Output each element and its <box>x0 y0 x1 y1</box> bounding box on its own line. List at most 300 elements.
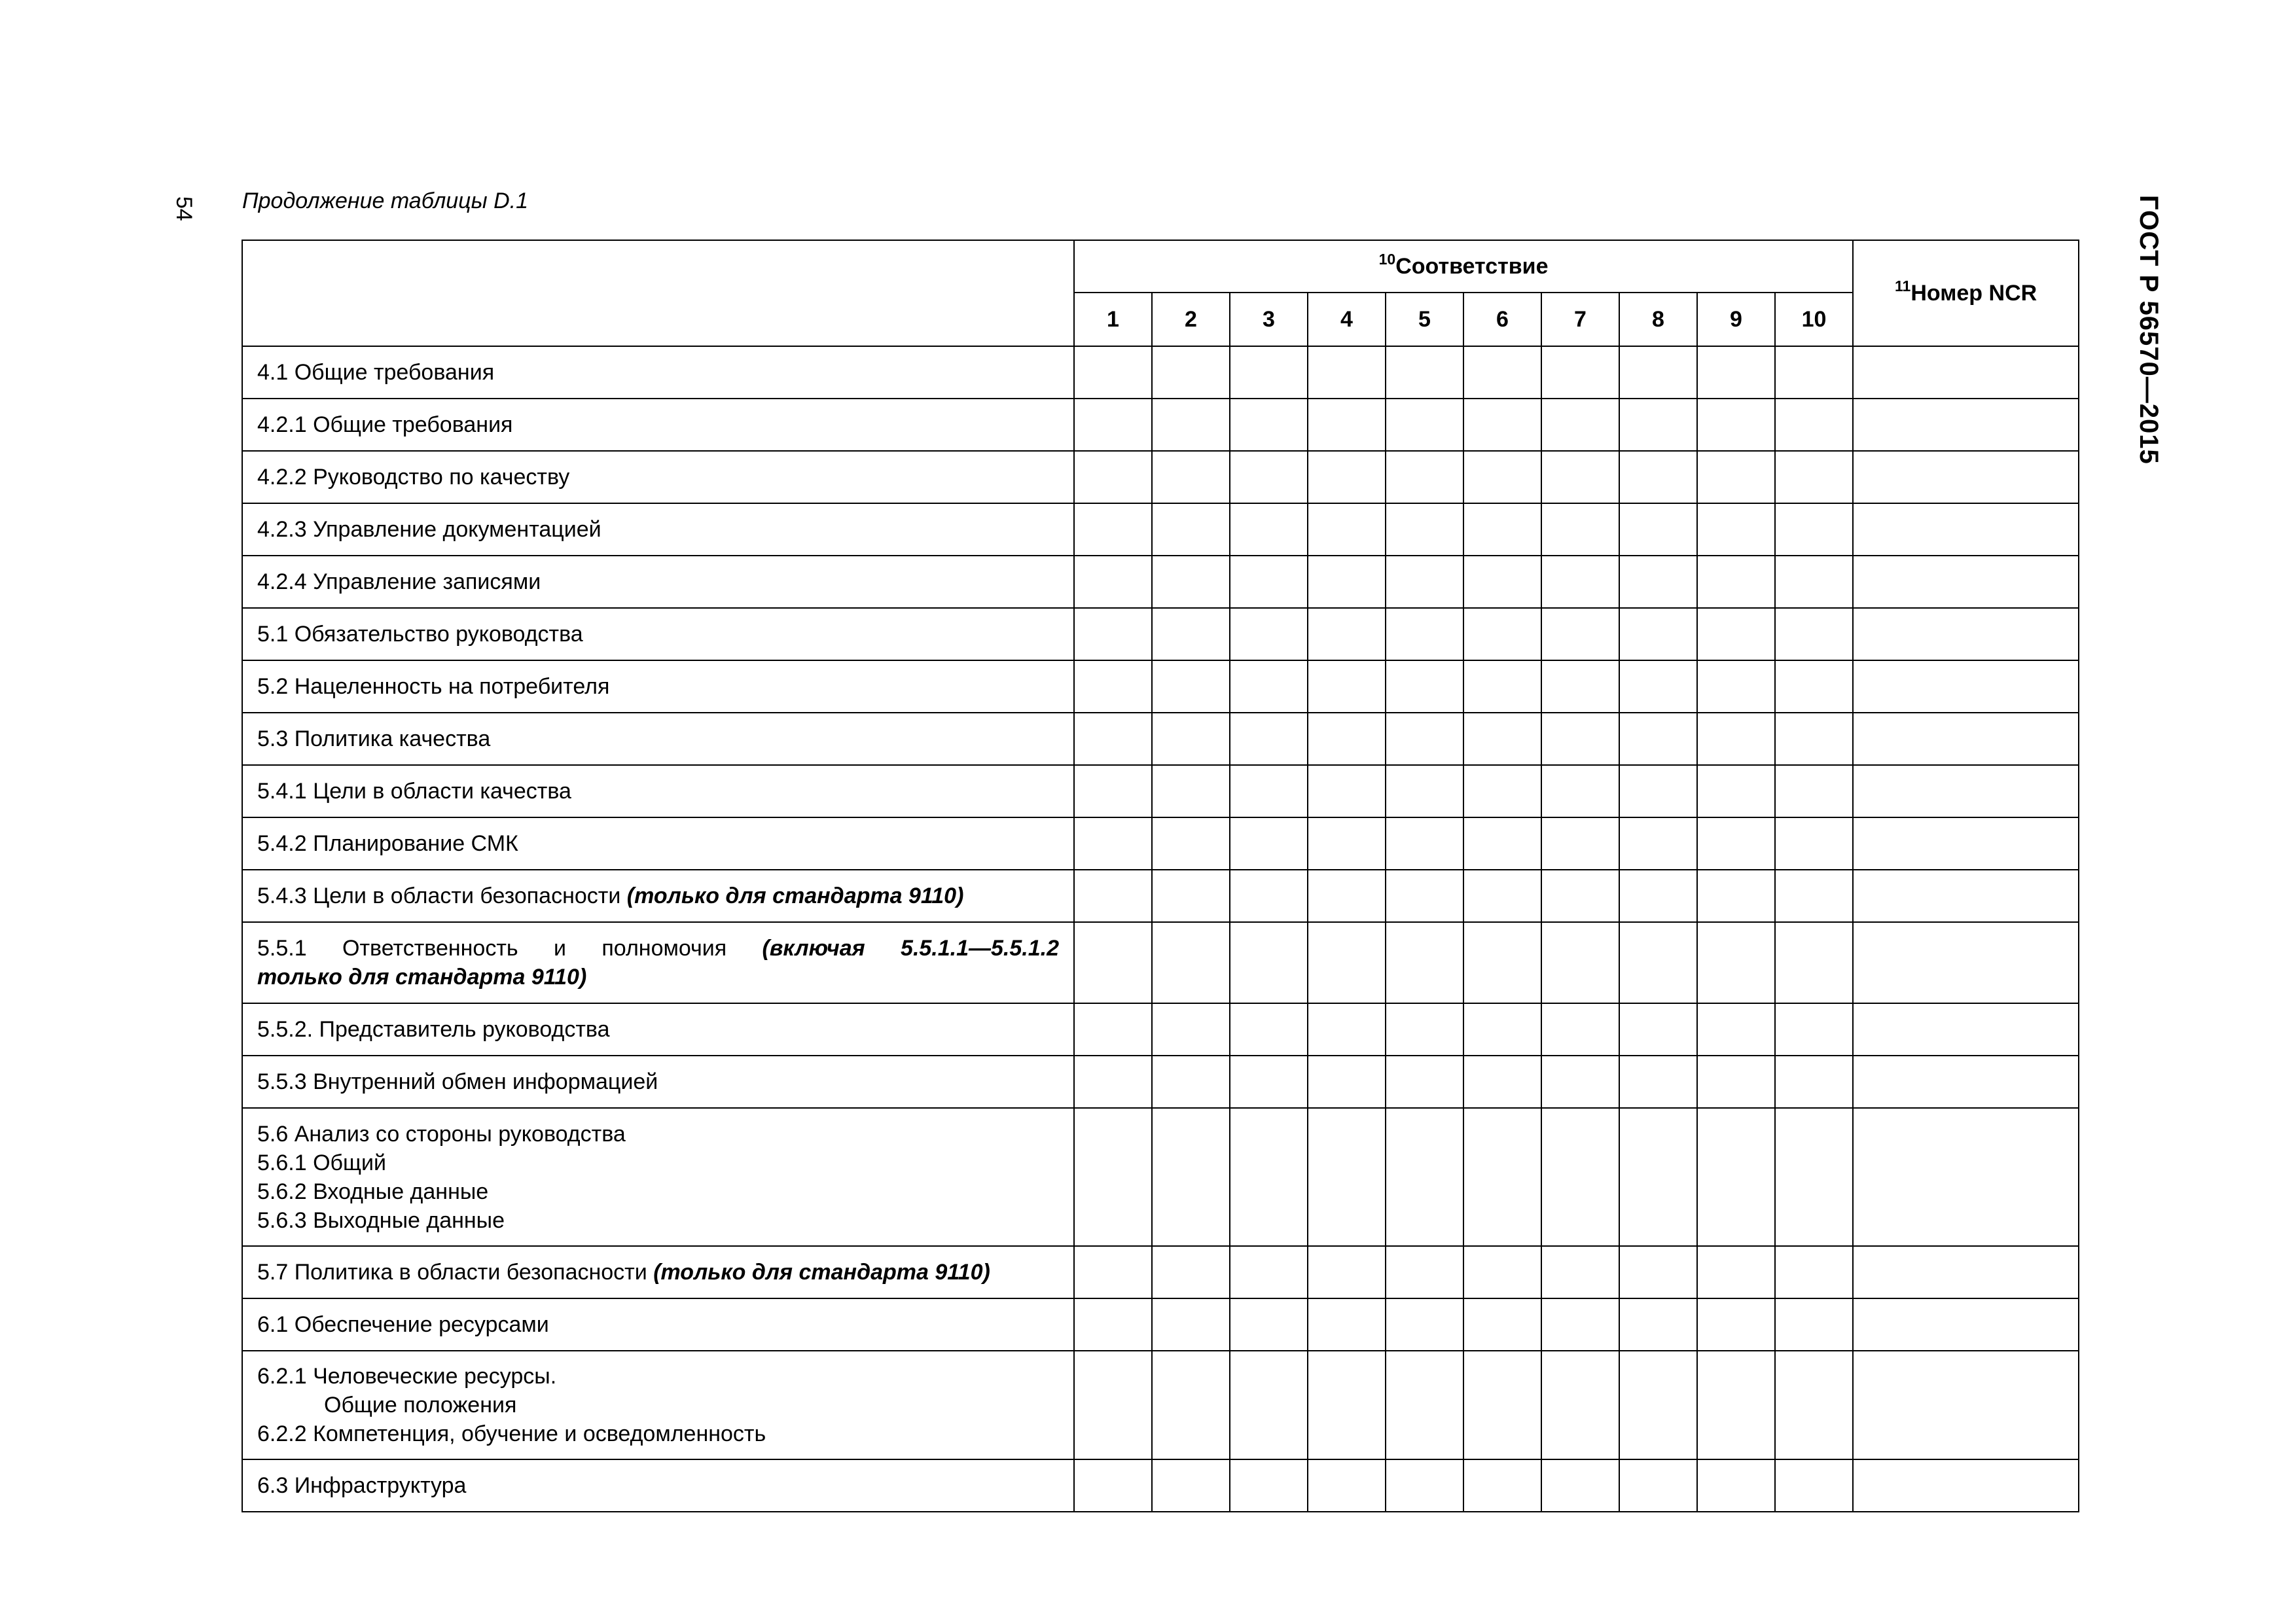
requirement-text: 5.5.2. Представитель руководства <box>257 1017 610 1042</box>
compliance-cell <box>1152 1108 1230 1246</box>
compliance-cell <box>1463 503 1541 556</box>
table-row <box>242 1351 2079 1459</box>
requirement-header-blank <box>242 240 1074 346</box>
requirement-text: 6.2.2 Компетенция, обучение и осведомленность <box>257 1421 766 1446</box>
requirement-cell <box>242 922 1074 1003</box>
compliance-cell <box>1541 399 1619 451</box>
compliance-cell <box>1775 1298 1853 1351</box>
table-row <box>242 713 2079 765</box>
compliance-cell <box>1541 451 1619 503</box>
compliance-cell <box>1463 922 1541 1003</box>
table-row <box>242 451 2079 503</box>
compliance-group-header <box>1074 240 1853 293</box>
compliance-cell <box>1308 1351 1386 1459</box>
compliance-cell <box>1152 1459 1230 1512</box>
compliance-cell <box>1619 1246 1697 1298</box>
compliance-cell <box>1074 556 1152 608</box>
compliance-cell <box>1541 870 1619 922</box>
compliance-cell <box>1463 608 1541 660</box>
compliance-cell <box>1619 556 1697 608</box>
compliance-cell <box>1074 1459 1152 1512</box>
compliance-cell <box>1619 660 1697 713</box>
compliance-cell <box>1074 608 1152 660</box>
table-row <box>242 503 2079 556</box>
compliance-column-header: 9 <box>1697 293 1775 346</box>
compliance-cell <box>1463 556 1541 608</box>
requirement-emphasis: (только для стандарта 9110) <box>653 1260 990 1285</box>
table-row <box>242 608 2079 660</box>
requirement-cell <box>242 660 1074 713</box>
compliance-cell <box>1775 399 1853 451</box>
requirement-line <box>257 1471 1059 1500</box>
compliance-cell <box>1619 503 1697 556</box>
compliance-cell <box>1541 765 1619 817</box>
compliance-cell <box>1386 1003 1463 1056</box>
compliance-cell <box>1386 1459 1463 1512</box>
requirement-line <box>257 1362 1059 1391</box>
requirement-line <box>257 1015 1059 1044</box>
compliance-cell <box>1386 1056 1463 1108</box>
requirement-line <box>257 620 1059 649</box>
compliance-cell <box>1230 399 1308 451</box>
compliance-cell <box>1152 1351 1230 1459</box>
compliance-cell <box>1308 870 1386 922</box>
requirement-line <box>257 777 1059 806</box>
requirement-text: 6.2.1 Человеческие ресурсы. <box>257 1364 557 1389</box>
compliance-cell <box>1308 922 1386 1003</box>
table-row <box>242 765 2079 817</box>
table-row <box>242 1056 2079 1108</box>
compliance-cell <box>1230 1246 1308 1298</box>
compliance-cell <box>1619 346 1697 399</box>
table-row <box>242 1298 2079 1351</box>
compliance-cell <box>1074 1298 1152 1351</box>
compliance-cell <box>1463 870 1541 922</box>
ncr-cell <box>1853 399 2079 451</box>
compliance-cell <box>1619 1298 1697 1351</box>
compliance-cell <box>1697 1108 1775 1246</box>
ncr-header-label: Номер NCR <box>1910 280 2037 306</box>
requirement-text: 5.2 Нацеленность на потребителя <box>257 674 610 699</box>
ncr-cell <box>1853 817 2079 870</box>
requirement-cell <box>242 1351 1074 1459</box>
compliance-column-header: 7 <box>1541 293 1619 346</box>
compliance-cell <box>1541 1246 1619 1298</box>
requirement-line <box>257 515 1059 544</box>
compliance-cell <box>1308 1459 1386 1512</box>
compliance-cell <box>1386 713 1463 765</box>
compliance-cell <box>1541 1056 1619 1108</box>
compliance-cell <box>1463 1003 1541 1056</box>
compliance-cell <box>1230 1056 1308 1108</box>
compliance-cell <box>1697 870 1775 922</box>
compliance-header-label: Соответствие <box>1395 253 1549 279</box>
requirement-line <box>257 1149 1059 1177</box>
compliance-cell <box>1463 660 1541 713</box>
requirement-cell <box>242 765 1074 817</box>
compliance-cell <box>1463 1298 1541 1351</box>
requirement-line <box>257 1206 1059 1235</box>
requirement-line <box>257 1120 1059 1149</box>
compliance-cell <box>1697 399 1775 451</box>
requirement-cell <box>242 1246 1074 1298</box>
compliance-cell <box>1697 1351 1775 1459</box>
table-row <box>242 817 2079 870</box>
compliance-cell <box>1697 817 1775 870</box>
ncr-cell <box>1853 451 2079 503</box>
compliance-cell <box>1074 817 1152 870</box>
compliance-cell <box>1775 1108 1853 1246</box>
compliance-cell <box>1230 556 1308 608</box>
requirement-text: 5.4.3 Цели в области безопасности <box>257 883 627 908</box>
compliance-cell <box>1152 399 1230 451</box>
compliance-cell <box>1463 399 1541 451</box>
compliance-cell <box>1775 817 1853 870</box>
compliance-cell <box>1697 556 1775 608</box>
table-body <box>242 346 2079 1512</box>
requirement-text: 4.2.2 Руководство по качеству <box>257 465 570 490</box>
compliance-cell <box>1541 1351 1619 1459</box>
compliance-cell <box>1386 922 1463 1003</box>
compliance-cell <box>1541 1003 1619 1056</box>
requirement-cell <box>242 1003 1074 1056</box>
compliance-cell <box>1463 1246 1541 1298</box>
requirement-line <box>257 1067 1059 1096</box>
compliance-cell <box>1074 660 1152 713</box>
requirement-text: 5.5.1 Ответственность и полномочия <box>257 936 762 961</box>
compliance-table <box>242 240 2079 1512</box>
compliance-cell <box>1074 1108 1152 1246</box>
requirement-text: 4.1 Общие требования <box>257 360 495 385</box>
compliance-cell <box>1230 503 1308 556</box>
compliance-cell <box>1775 1056 1853 1108</box>
compliance-cell <box>1386 1108 1463 1246</box>
compliance-cell <box>1230 713 1308 765</box>
compliance-cell <box>1619 1459 1697 1512</box>
compliance-cell <box>1230 608 1308 660</box>
compliance-cell <box>1074 870 1152 922</box>
compliance-cell <box>1230 660 1308 713</box>
ncr-cell <box>1853 608 2079 660</box>
ncr-cell <box>1853 1246 2079 1298</box>
compliance-cell <box>1463 1351 1541 1459</box>
compliance-cell <box>1775 870 1853 922</box>
table-row <box>242 346 2079 399</box>
compliance-cell <box>1308 503 1386 556</box>
compliance-cell <box>1541 1108 1619 1246</box>
ncr-cell <box>1853 870 2079 922</box>
compliance-cell <box>1619 817 1697 870</box>
compliance-cell <box>1463 346 1541 399</box>
compliance-cell <box>1775 451 1853 503</box>
compliance-cell <box>1152 503 1230 556</box>
compliance-cell <box>1152 1298 1230 1351</box>
requirement-text: 5.5.3 Внутренний обмен информацией <box>257 1069 658 1094</box>
compliance-cell <box>1463 1459 1541 1512</box>
table-row <box>242 399 2079 451</box>
table-row <box>242 1003 2079 1056</box>
compliance-cell <box>1074 451 1152 503</box>
compliance-cell <box>1541 503 1619 556</box>
compliance-cell <box>1152 346 1230 399</box>
compliance-cell <box>1386 556 1463 608</box>
compliance-cell <box>1775 1003 1853 1056</box>
compliance-cell <box>1386 765 1463 817</box>
compliance-cell <box>1619 1056 1697 1108</box>
compliance-cell <box>1230 922 1308 1003</box>
requirement-emphasis: только для стандарта 9110) <box>257 965 587 990</box>
compliance-cell <box>1074 713 1152 765</box>
compliance-cell <box>1541 713 1619 765</box>
compliance-cell <box>1308 817 1386 870</box>
compliance-cell <box>1074 1246 1152 1298</box>
requirement-text: 6.1 Обеспечение ресурсами <box>257 1312 549 1337</box>
compliance-cell <box>1775 765 1853 817</box>
compliance-cell <box>1697 346 1775 399</box>
compliance-cell <box>1152 556 1230 608</box>
compliance-cell <box>1230 451 1308 503</box>
table-row <box>242 1246 2079 1298</box>
compliance-cell <box>1074 922 1152 1003</box>
compliance-cell <box>1386 1351 1463 1459</box>
ncr-cell <box>1853 556 2079 608</box>
compliance-cell <box>1697 922 1775 1003</box>
compliance-cell <box>1775 556 1853 608</box>
compliance-cell <box>1619 870 1697 922</box>
compliance-cell <box>1775 1246 1853 1298</box>
compliance-cell <box>1230 1298 1308 1351</box>
compliance-cell <box>1074 399 1152 451</box>
compliance-cell <box>1152 817 1230 870</box>
compliance-cell <box>1386 660 1463 713</box>
compliance-cell <box>1697 1298 1775 1351</box>
compliance-cell <box>1541 346 1619 399</box>
document-code: ГОСТ Р 56570—2015 <box>2134 195 2163 465</box>
compliance-cell <box>1230 1459 1308 1512</box>
compliance-cell <box>1386 608 1463 660</box>
requirement-line <box>257 358 1059 387</box>
compliance-cell <box>1308 608 1386 660</box>
requirement-text: 6.3 Инфраструктура <box>257 1473 467 1498</box>
table-row <box>242 922 2079 1003</box>
requirement-line <box>257 829 1059 858</box>
requirement-cell <box>242 1056 1074 1108</box>
requirement-cell <box>242 817 1074 870</box>
compliance-cell <box>1230 1003 1308 1056</box>
requirement-text: 5.6.1 Общий <box>257 1150 386 1175</box>
compliance-cell <box>1619 399 1697 451</box>
compliance-cell <box>1541 1298 1619 1351</box>
requirement-text: 5.4.1 Цели в области качества <box>257 779 571 804</box>
compliance-cell <box>1230 346 1308 399</box>
requirement-line <box>257 963 1059 991</box>
compliance-cell <box>1230 1108 1308 1246</box>
compliance-cell <box>1230 1351 1308 1459</box>
compliance-cell <box>1619 922 1697 1003</box>
compliance-cell <box>1074 346 1152 399</box>
compliance-cell <box>1541 556 1619 608</box>
compliance-cell <box>1386 346 1463 399</box>
requirement-cell <box>242 346 1074 399</box>
requirement-line <box>257 1177 1059 1206</box>
compliance-cell <box>1775 503 1853 556</box>
compliance-cell <box>1308 399 1386 451</box>
compliance-cell <box>1152 1056 1230 1108</box>
table-row <box>242 660 2079 713</box>
compliance-cell <box>1541 660 1619 713</box>
requirement-cell <box>242 1298 1074 1351</box>
compliance-cell <box>1386 817 1463 870</box>
requirement-line <box>257 463 1059 491</box>
compliance-cell <box>1697 451 1775 503</box>
compliance-cell <box>1386 870 1463 922</box>
compliance-cell <box>1308 1003 1386 1056</box>
ncr-cell <box>1853 1056 2079 1108</box>
compliance-cell <box>1697 660 1775 713</box>
compliance-cell <box>1308 1246 1386 1298</box>
compliance-cell <box>1152 451 1230 503</box>
requirement-emphasis: (только для стандарта 9110) <box>626 883 964 908</box>
compliance-cell <box>1697 713 1775 765</box>
requirement-line <box>257 410 1059 439</box>
requirement-line <box>257 1310 1059 1339</box>
requirement-cell <box>242 451 1074 503</box>
compliance-cell <box>1152 870 1230 922</box>
requirement-text: 5.6.3 Выходные данные <box>257 1207 505 1233</box>
compliance-cell <box>1074 503 1152 556</box>
requirement-text: 4.2.1 Общие требования <box>257 412 513 437</box>
compliance-cell <box>1308 1056 1386 1108</box>
compliance-cell <box>1152 922 1230 1003</box>
table-row <box>242 1108 2079 1246</box>
requirement-line <box>257 1391 1059 1419</box>
compliance-cell <box>1386 399 1463 451</box>
compliance-cell <box>1697 1056 1775 1108</box>
compliance-cell <box>1230 870 1308 922</box>
footnote-marker: 10 <box>1378 250 1396 268</box>
table-caption: Продолжение таблицы D.1 <box>242 188 528 213</box>
footnote-marker: 11 <box>1895 277 1911 294</box>
requirement-cell <box>242 503 1074 556</box>
compliance-cell <box>1541 608 1619 660</box>
compliance-cell <box>1697 608 1775 660</box>
compliance-cell <box>1697 1246 1775 1298</box>
compliance-cell <box>1152 1003 1230 1056</box>
compliance-cell <box>1230 817 1308 870</box>
requirement-text: 4.2.4 Управление записями <box>257 569 541 594</box>
compliance-cell <box>1308 765 1386 817</box>
compliance-column-header: 10 <box>1775 293 1853 346</box>
compliance-column-header: 8 <box>1619 293 1697 346</box>
requirement-emphasis: (включая 5.5.1.1—5.5.1.2 <box>762 936 1059 961</box>
requirement-line <box>257 934 1059 963</box>
ncr-cell <box>1853 922 2079 1003</box>
requirement-cell <box>242 1459 1074 1512</box>
requirement-cell <box>242 399 1074 451</box>
ncr-cell <box>1853 1108 2079 1246</box>
compliance-cell <box>1386 1246 1463 1298</box>
ncr-number-header <box>1853 240 2079 346</box>
compliance-cell <box>1152 1246 1230 1298</box>
ncr-cell <box>1853 346 2079 399</box>
requirement-cell <box>242 870 1074 922</box>
requirement-line <box>257 882 1059 910</box>
compliance-cell <box>1152 660 1230 713</box>
ncr-cell <box>1853 503 2079 556</box>
compliance-cell <box>1775 922 1853 1003</box>
requirement-line <box>257 1419 1059 1448</box>
table-row <box>242 556 2079 608</box>
compliance-cell <box>1775 608 1853 660</box>
ncr-cell <box>1853 1459 2079 1512</box>
compliance-cell <box>1775 1459 1853 1512</box>
requirement-text: Общие положения <box>324 1393 517 1418</box>
compliance-cell <box>1308 556 1386 608</box>
requirement-text: 5.7 Политика в области безопасности <box>257 1260 654 1285</box>
table-row <box>242 870 2079 922</box>
compliance-cell <box>1775 660 1853 713</box>
requirement-text: 5.6 Анализ со стороны руководства <box>257 1121 626 1147</box>
requirement-cell <box>242 556 1074 608</box>
compliance-cell <box>1541 922 1619 1003</box>
compliance-cell <box>1308 660 1386 713</box>
compliance-cell <box>1541 1459 1619 1512</box>
page-number: 54 <box>171 196 196 221</box>
compliance-cell <box>1308 1108 1386 1246</box>
compliance-cell <box>1074 1351 1152 1459</box>
compliance-column-header: 5 <box>1386 293 1463 346</box>
compliance-cell <box>1619 1351 1697 1459</box>
compliance-cell <box>1308 451 1386 503</box>
compliance-cell <box>1619 765 1697 817</box>
table-row <box>242 1459 2079 1512</box>
ncr-cell <box>1853 1003 2079 1056</box>
compliance-cell <box>1619 1003 1697 1056</box>
compliance-cell <box>1152 608 1230 660</box>
compliance-cell <box>1619 1108 1697 1246</box>
ncr-cell <box>1853 1351 2079 1459</box>
ncr-cell <box>1853 1298 2079 1351</box>
compliance-column-header: 4 <box>1308 293 1386 346</box>
compliance-column-header: 2 <box>1152 293 1230 346</box>
compliance-cell <box>1775 713 1853 765</box>
compliance-cell <box>1386 1298 1463 1351</box>
compliance-cell <box>1152 713 1230 765</box>
requirement-line <box>257 672 1059 701</box>
compliance-column-header: 6 <box>1463 293 1541 346</box>
ncr-cell <box>1853 765 2079 817</box>
compliance-cell <box>1463 765 1541 817</box>
compliance-cell <box>1619 451 1697 503</box>
ncr-cell <box>1853 660 2079 713</box>
compliance-cell <box>1541 817 1619 870</box>
requirement-text: 5.4.2 Планирование СМК <box>257 831 518 856</box>
compliance-cell <box>1697 765 1775 817</box>
compliance-cell <box>1619 713 1697 765</box>
requirement-line <box>257 724 1059 753</box>
requirement-cell <box>242 608 1074 660</box>
requirement-line <box>257 1258 1059 1287</box>
compliance-cell <box>1386 503 1463 556</box>
compliance-cell <box>1074 1056 1152 1108</box>
compliance-cell <box>1697 503 1775 556</box>
requirement-text: 5.6.2 Входные данные <box>257 1179 489 1204</box>
requirement-cell <box>242 713 1074 765</box>
compliance-cell <box>1697 1003 1775 1056</box>
compliance-cell <box>1463 451 1541 503</box>
compliance-cell <box>1463 1056 1541 1108</box>
compliance-cell <box>1463 1108 1541 1246</box>
